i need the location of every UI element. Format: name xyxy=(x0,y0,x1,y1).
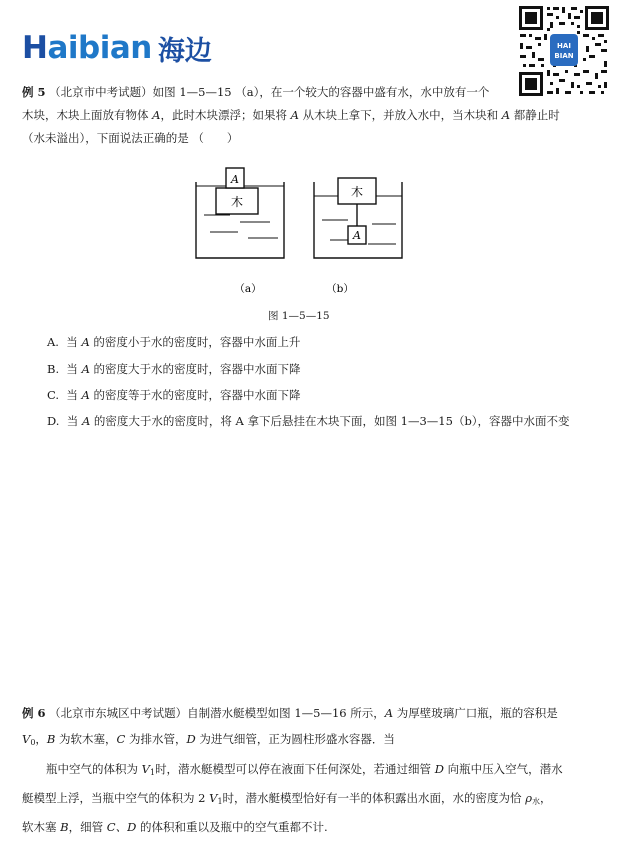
example6-line3: 瓶中空气的体积为 $V_1$时，潜水艇模型可以停在液面下任何深处，若通过细管 D 向瓶中压入空气，潜水 xyxy=(46,762,563,777)
qr-finder-tr xyxy=(585,6,609,30)
example5-line2: 木块，木块上面放有物体 A，此时木块漂浮；如果将 A 从木块上拿下，并放入水中，当木块和 A 都静止时 xyxy=(22,108,560,122)
option-d: D. 当 A 的密度大于水的密度时，将 A 拿下后悬挂在木块下面，如图 1—3—15（b），容器中水面不变 xyxy=(47,414,570,428)
wood-label-b: 木 xyxy=(350,185,364,199)
block-A-label-a: A xyxy=(231,173,239,186)
example6-line1: 例 6 （北京市东城区中考试题）自制潜水艇模型如图 1—5—16 所示，A 为厚壁玻璃广口瓶，瓶的容积是 xyxy=(22,706,558,720)
figure-a xyxy=(196,168,284,258)
example6-line4: 艇模型上浮，当瓶中空气的体积为 2 $V_1$时，潜水艇模型恰好有一半的体积露出水面，水的密度为恰 $\rho_水$， xyxy=(22,791,552,806)
figure-a-sublabel: （a） xyxy=(234,283,262,295)
qr-label-bottom: BIAN xyxy=(554,52,574,60)
option-c: C. 当 A 的密度等于水的密度时，容器中水面下降 xyxy=(47,388,301,402)
logo-chinese: 海边 xyxy=(157,35,212,67)
example6-line2: $V_0$，B 为软木塞，C 为排水管，D 为进气细管，正为圆柱形盛水容器．当 xyxy=(22,732,395,747)
figure-caption: 图 1—5—15 xyxy=(268,310,330,322)
option-b: B. 当 A 的密度大于水的密度时，容器中水面下降 xyxy=(47,362,301,376)
example5-line1: 例 5 （北京市中考试题）如图 1—5—15 （a），在一个较大的容器中盛有水，水中放有一个 xyxy=(22,85,490,99)
example5-label: 例 5 xyxy=(22,85,46,99)
block-A-label-b: A xyxy=(353,229,361,242)
wood-label-a: 木 xyxy=(230,195,244,209)
logo-english: Haibian xyxy=(22,30,152,66)
figure-b-sublabel: （b） xyxy=(326,283,354,295)
qr-label-top: HAI xyxy=(557,42,571,50)
option-a: A. 当 A 的密度小于水的密度时，容器中水面上升 xyxy=(47,335,301,349)
example5-line3: （水未溢出），下面说法正确的是 （ ） xyxy=(22,131,239,145)
qr-center-logo xyxy=(550,34,578,66)
example6-label: 例 6 xyxy=(22,706,46,720)
figure-1-5-15 xyxy=(190,160,405,305)
haibian-logo xyxy=(22,28,212,68)
qr-finder-tl xyxy=(519,6,543,30)
example6-line5: 软木塞 B，细管 C、D 的体积和重以及瓶中的空气重都不计. xyxy=(22,820,328,834)
